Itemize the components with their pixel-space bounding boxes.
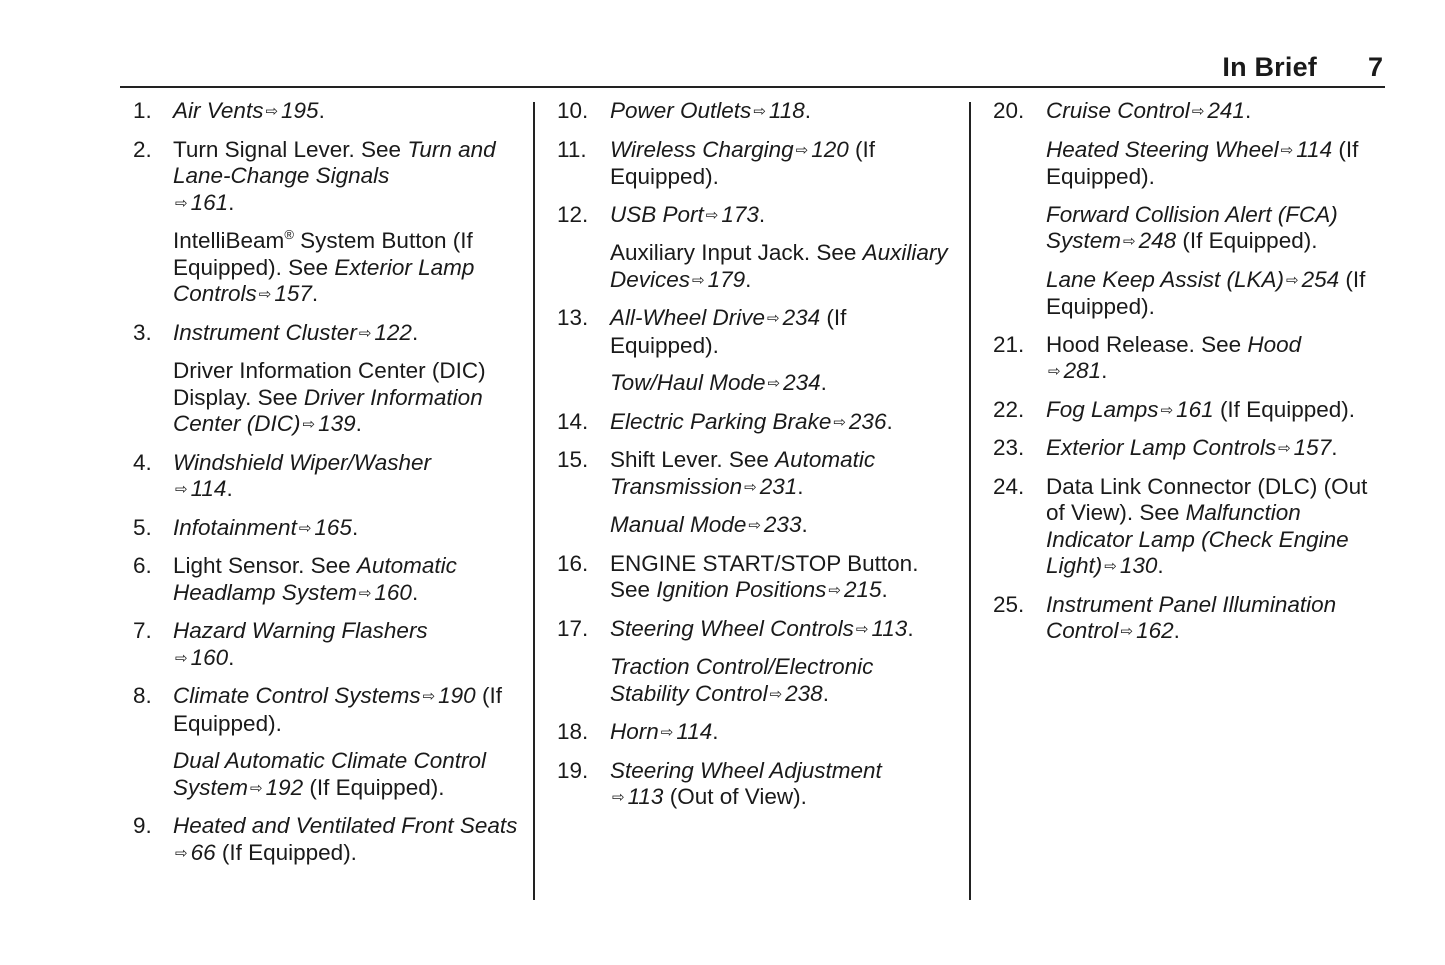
callout-item [557, 616, 957, 709]
callout-number: 6. [133, 553, 152, 578]
callout-text: Wireless Charging ⇨ 120 (If Equipped). [610, 136, 875, 189]
callout-number: 7. [133, 618, 152, 643]
callout-text: Cruise Control ⇨ 241. [1046, 98, 1385, 126]
page-reference-arrow-icon: ⇨ [1280, 141, 1294, 159]
callout-item [133, 98, 518, 126]
callout-item [993, 592, 1385, 646]
callout-text: Traction Control/Electronic Stability Control ⇨ 238. [610, 654, 957, 708]
page-reference-arrow-icon: ⇨ [265, 103, 279, 120]
callout-item [557, 719, 957, 747]
callout-number: 5. [133, 514, 152, 540]
callout-text: Shift Lever. See Automatic Transmission ⇨ 231. [610, 447, 957, 501]
page-reference-arrow-icon: ⇨ [175, 194, 188, 212]
page-reference-arrow-icon: ⇨ [748, 517, 761, 534]
callout-text: Fog Lamps ⇨ 161 (If Equipped). [1046, 397, 1385, 425]
callout-text: Driver Information Center (DIC) Display. See Driver Information Center (DIC) ⇨ 139. [173, 358, 518, 439]
callout-number: 3. [133, 319, 152, 345]
callout-number: 21. [993, 331, 1025, 357]
callout-text: Air Vents ⇨ 195. [173, 98, 518, 126]
callout-number: 16. [557, 550, 589, 576]
page-reference-arrow-icon: ⇨ [422, 688, 436, 705]
callout-text: Steering Wheel Controls ⇨ 113. [610, 616, 957, 644]
callout-item [133, 813, 518, 867]
callout-item [557, 202, 957, 295]
callout-text: Horn ⇨ 114. [610, 719, 957, 747]
callout-text: Auxiliary Input Jack. See Auxiliary Devices ⇨ 179. [610, 240, 957, 294]
callout-text: Infotainment ⇨ 165. [173, 515, 518, 543]
page-reference-arrow-icon: ⇨ [692, 271, 705, 289]
callout-text: Dual Automatic Climate Control System ⇨ 192 (If Equipped). [173, 748, 518, 802]
page-reference-arrow-icon: ⇨ [833, 413, 846, 431]
section-title: In Brief [1222, 52, 1317, 82]
page-reference-arrow-icon: ⇨ [795, 141, 809, 159]
callout-text: Electric Parking Brake ⇨ 236. [610, 409, 957, 437]
page-reference-arrow-icon: ⇨ [1191, 103, 1205, 120]
callout-item [557, 758, 957, 812]
callout-item [133, 515, 518, 543]
page-reference-arrow-icon: ⇨ [1123, 233, 1136, 250]
callout-item [133, 137, 518, 309]
callout-column-1 [133, 98, 518, 878]
callout-text: Climate Control Systems ⇨ 190 (If Equipped). [173, 683, 502, 736]
page-reference-arrow-icon: ⇨ [767, 310, 780, 327]
callout-item [993, 397, 1385, 425]
callout-text: Manual Mode ⇨ 233. [610, 512, 957, 540]
callout-text: ENGINE START/STOP Button. See Ignition Positions ⇨ 215. [610, 551, 957, 605]
callout-text: Hood Release. See Hood ⇨ 281. [1046, 332, 1385, 386]
callout-text: Power Outlets ⇨ 118. [610, 98, 957, 126]
callout-text: Steering Wheel Adjustment ⇨ 113 (Out of View). [610, 758, 957, 812]
callout-item [133, 553, 518, 607]
callout-text: Instrument Panel Illumination Control ⇨ 162. [1046, 592, 1385, 646]
callout-number: 10. [557, 98, 589, 123]
page-reference-arrow-icon: ⇨ [744, 478, 757, 496]
page-reference-arrow-icon: ⇨ [1104, 558, 1117, 575]
callout-number: 23. [993, 435, 1025, 460]
callout-number: 2. [133, 136, 152, 162]
page-reference-arrow-icon: ⇨ [175, 844, 188, 862]
callout-text: USB Port ⇨ 173. [610, 202, 957, 230]
callout-item [557, 551, 957, 605]
callout-number: 24. [993, 473, 1025, 499]
callout-item [133, 618, 518, 672]
page-reference-arrow-icon: ⇨ [1160, 401, 1174, 419]
column-divider [533, 102, 535, 900]
page-reference-arrow-icon: ⇨ [358, 324, 372, 342]
callout-item [993, 435, 1385, 463]
callout-text: Light Sensor. See Automatic Headlamp System ⇨ 160. [173, 553, 518, 607]
callout-item [557, 137, 957, 191]
callout-number: 13. [557, 305, 589, 330]
callout-number: 8. [133, 683, 152, 708]
callout-text: Lane Keep Assist (LKA) ⇨ 254 (If Equipped). [1046, 266, 1366, 319]
callout-number: 14. [557, 408, 589, 434]
page-reference-arrow-icon: ⇨ [828, 582, 841, 599]
callout-item [557, 305, 957, 398]
callout-item [557, 447, 957, 540]
callout-text: Heated and Ventilated Front Seats⇨ 66 (If Equipped). [173, 813, 518, 867]
callout-text: Forward Collision Alert (FCA) System ⇨ 248 (If Equipped). [1046, 202, 1385, 256]
callout-item [993, 474, 1385, 581]
page-reference-arrow-icon: ⇨ [175, 649, 188, 667]
callout-item [133, 683, 518, 802]
page-reference-arrow-icon: ⇨ [175, 481, 188, 498]
callout-number: 17. [557, 615, 589, 641]
page-reference-arrow-icon: ⇨ [1286, 271, 1299, 289]
page-header [120, 48, 1385, 88]
callout-text: Heated Steering Wheel ⇨ 114 (If Equipped). [1046, 136, 1359, 189]
callout-item [993, 332, 1385, 386]
callout-text: Windshield Wiper/Washer ⇨ 114. [173, 450, 518, 504]
page-reference-arrow-icon: ⇨ [298, 519, 312, 537]
callout-number: 18. [557, 719, 589, 744]
callout-item [557, 98, 957, 126]
callout-number: 15. [557, 447, 589, 472]
callout-number: 12. [557, 201, 589, 227]
callout-number: 25. [993, 591, 1025, 617]
page-reference-arrow-icon: ⇨ [705, 206, 719, 224]
callout-item [993, 98, 1385, 321]
page-reference-arrow-icon: ⇨ [1120, 623, 1134, 640]
callout-text: Turn Signal Lever. See Turn and Lane-Change Signals ⇨ 161. [173, 137, 518, 218]
callout-number: 4. [133, 449, 152, 475]
page-reference-arrow-icon: ⇨ [258, 286, 272, 303]
page-reference-arrow-icon: ⇨ [769, 685, 783, 703]
page-reference-arrow-icon: ⇨ [612, 789, 625, 806]
column-divider [969, 102, 971, 900]
page-reference-arrow-icon: ⇨ [855, 620, 869, 638]
callout-item [133, 320, 518, 439]
callout-text: Data Link Connector (DLC) (Out of View). See Malfunction Indicator Lamp (Check Engine Light) ⇨ 130. [1046, 474, 1385, 581]
callout-number: 11. [557, 136, 587, 162]
page-reference-arrow-icon: ⇨ [767, 375, 781, 392]
callout-number: 19. [557, 757, 589, 783]
page-reference-arrow-icon: ⇨ [250, 779, 263, 797]
callout-number: 9. [133, 813, 152, 838]
page-reference-arrow-icon: ⇨ [358, 584, 372, 602]
callout-text: Hazard Warning Flashers ⇨ 160. [173, 618, 518, 672]
page-reference-arrow-icon: ⇨ [660, 724, 674, 741]
callout-text: Instrument Cluster ⇨ 122. [173, 320, 518, 348]
callout-text: All-Wheel Drive ⇨ 234 (If Equipped). [610, 305, 847, 358]
callout-number: 1. [133, 98, 152, 123]
page-number: 7 [1367, 52, 1383, 82]
page-reference-arrow-icon: ⇨ [1278, 440, 1291, 457]
callout-column-2 [557, 98, 957, 823]
callout-item [557, 409, 957, 437]
callout-text: Tow/Haul Mode ⇨ 234. [610, 370, 957, 398]
callout-number: 22. [993, 396, 1025, 422]
page-reference-arrow-icon: ⇨ [1048, 363, 1061, 380]
callout-number: 20. [993, 98, 1025, 123]
callout-item [133, 450, 518, 504]
page-reference-arrow-icon: ⇨ [753, 103, 766, 120]
callout-text: IntelliBeam® System Button (If Equipped). See Exterior Lamp Controls ⇨ 157. [173, 228, 518, 309]
callout-column-3 [993, 98, 1385, 657]
callout-text: Exterior Lamp Controls ⇨ 157. [1046, 435, 1385, 463]
page-reference-arrow-icon: ⇨ [302, 416, 316, 433]
